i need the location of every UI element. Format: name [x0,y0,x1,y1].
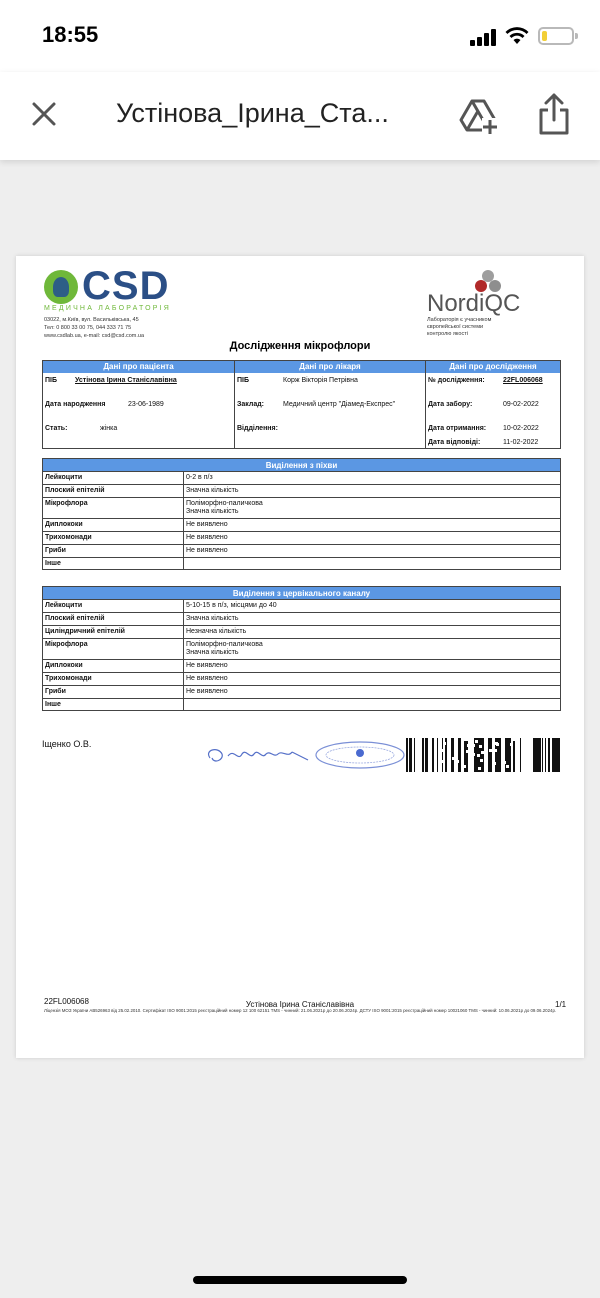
sex-value: жінка [100,425,118,432]
patient-name: Устінова Ірина Станіславівна [75,377,177,384]
footer-page-number: 1/1 [555,1000,567,1009]
result-value [184,558,560,569]
barcode-image [406,738,560,772]
signer-name: Іщенко О.В. [42,739,92,749]
status-bar [0,0,600,72]
doctor-name-label: ПІБ [237,377,250,384]
dept-label: Відділення: [237,425,278,432]
lab-contacts [44,316,144,340]
result-label: Трихомонади [43,673,184,685]
result-label: Гриби [43,545,184,557]
result-row [43,699,560,710]
result-label: Циліндричний епітелій [43,626,184,638]
result-label: Трихомонади [43,532,184,544]
response-date: 11-02-2022 [503,439,539,446]
section-cervical-title: Виділення з цервікального каналу [43,587,560,600]
result-value: Не виявлено [186,521,228,528]
result-value: Поліморфно-паличкова Значна кількість [186,641,263,656]
nordiqc-line: європейської системи [427,324,484,330]
signature-image [198,740,328,770]
result-row [43,532,560,545]
nordiqc-line: Лабораторія є учасником [427,317,492,323]
footer-license: Ліцензія МОЗ України АВ526963 від 25.02.2010. Сертифікат ISO 9001:2015 реєстраційний номер 12 100 62151 TMS - чинний: 21.06.2021р до 20.06.2024р. ДСТУ ISO 9001:2015 реєстраційний номер 10021060 TMS - чинний: 10.06.2021р до 09.06.2024р. [44,1008,557,1013]
result-value: Поліморфно-паличкова Значна кількість [186,500,263,515]
study-num: 22FL006068 [503,377,543,384]
result-label: Плоский епітелій [43,613,184,625]
stamp-image [314,739,406,771]
nordiqc-caption [427,317,491,338]
nordiqc-line: контролю якості [427,331,468,337]
result-row [43,558,560,569]
result-label: Інше [43,558,184,569]
result-label: Плоский епітелій [43,485,184,497]
result-row [43,485,560,498]
section-vaginal-title: Виділення з піхви [43,459,560,472]
result-value: Значна кількість [186,615,239,622]
collect-date-label: Дата забору: [428,401,473,408]
doctor-name: Корж Вікторія Петрівна [283,377,358,384]
csd-logo-icon [44,270,78,304]
result-label: Диплококи [43,519,184,531]
section-cervical [42,586,561,711]
doctor-header: Дані про лікаря [235,361,425,373]
footer-study-id: 22FL006068 [44,997,89,1006]
clinic-label: Заклад: [237,401,264,408]
result-value: Не виявлено [186,534,228,541]
result-value: Значна кількість [186,487,239,494]
info-table [42,360,561,449]
result-label: Інше [43,699,184,710]
result-row [43,472,560,485]
section-vaginal [42,458,561,570]
result-row [43,660,560,673]
lab-web: www.csdlab.ua, e-mail: csd@csd.com.ua [44,333,145,339]
result-row [43,498,560,519]
study-num-label: № дослідження: [428,377,485,384]
result-value: Не виявлено [186,547,228,554]
result-row [43,626,560,639]
home-indicator[interactable] [193,1276,407,1284]
result-value: 0-2 в п/з [186,474,213,481]
sex-label: Стать: [45,425,68,432]
result-label: Лейкоцити [43,472,184,484]
result-value [184,699,560,710]
document-heading: Дослідження мікрофлори [229,340,371,352]
nordiqc-logo-text: NordiQC [427,290,521,317]
patient-name-label: ПІБ [45,377,58,384]
dob-value: 23-06-1989 [128,401,164,408]
footer-patient-name: Устінова Ірина Станіславівна [245,1000,355,1009]
received-date: 10-02-2022 [503,425,539,432]
clinic-value: Медичний центр "Діамед-Експрес" [283,401,396,408]
result-value: Не виявлено [186,688,228,695]
document-title: Устінова_Ірина_Ста... [116,98,389,128]
share-icon[interactable] [536,92,572,136]
lab-logo-subtitle: МЕДИЧНА ЛАБОРАТОРІЯ [44,305,172,312]
result-row [43,613,560,626]
dob-label: Дата народження [45,401,106,408]
collect-date: 09-02-2022 [503,401,539,408]
result-row [43,600,560,613]
patient-header: Дані про пацієнта [43,361,234,373]
result-row [43,686,560,699]
result-label: Мікрофлора [43,639,184,659]
pdf-page [16,256,584,1058]
result-label: Диплококи [43,660,184,672]
status-time: 18:55 [42,22,99,47]
result-value: Незначна кількість [186,628,247,635]
result-label: Мікрофлора [43,498,184,518]
result-value: 5-10-15 в п/з, місцями до 40 [186,602,277,609]
result-row [43,519,560,532]
study-header: Дані про дослідження [426,361,560,373]
result-label: Лейкоцити [43,600,184,612]
add-to-drive-icon[interactable] [458,96,498,136]
lab-logo-text: CSD [82,264,170,308]
close-icon[interactable] [26,96,62,132]
response-date-label: Дата відповіді: [428,439,481,446]
result-row [43,639,560,660]
result-value: Не виявлено [186,662,228,669]
result-row [43,673,560,686]
result-value: Не виявлено [186,675,228,682]
viewer-toolbar [0,72,600,160]
result-label: Гриби [43,686,184,698]
wifi-icon [505,26,529,46]
cellular-signal-icon [470,28,498,46]
battery-icon [538,27,574,45]
received-date-label: Дата отримання: [428,425,487,432]
lab-address: 03022, м.Київ, вул. Васильківська, 45 [44,317,139,323]
result-row [43,545,560,558]
lab-phone: Тел: 0 800 33 00 75, 044 333 71 75 [44,325,132,331]
